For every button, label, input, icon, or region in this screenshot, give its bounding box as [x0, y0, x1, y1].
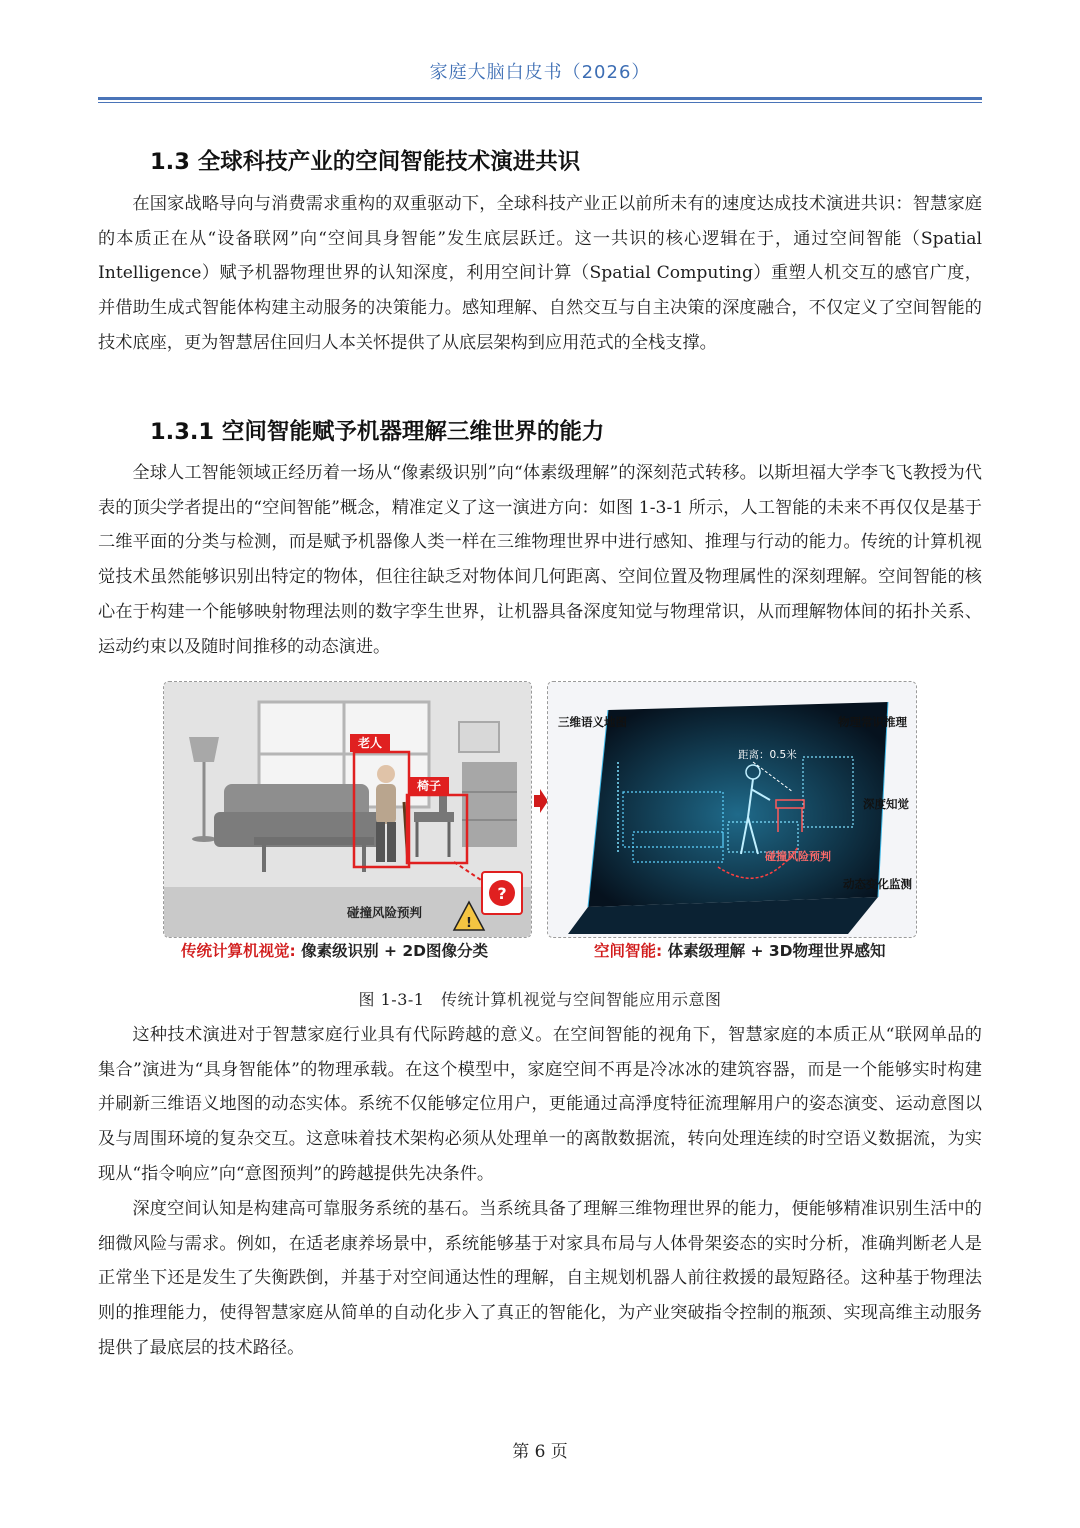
page-header-title: 家庭大脑白皮书（2026）	[429, 62, 651, 83]
label-dynamic-monitoring: 动态变化监测	[843, 877, 912, 891]
label-person: 老人	[357, 736, 383, 750]
left-caption-text: 像素级识别 + 2D图像分类	[301, 942, 489, 960]
spatial-intelligence-panel	[547, 681, 917, 938]
right-panel-caption	[594, 939, 886, 961]
right-caption-text: 体素级理解 + 3D物理世界感知	[667, 942, 886, 960]
left-caption-highlight: 传统计算机视觉:	[181, 942, 296, 960]
traditional-cv-panel	[163, 681, 532, 938]
label-collision-prediction: 碰撞风险预判	[765, 850, 831, 863]
section-heading-1-3-1: 1.3.1 空间智能赋予机器理解三维世界的能力	[150, 419, 605, 445]
label-chair: 椅子	[416, 779, 442, 793]
page-number: 第 6 页	[512, 1442, 568, 1462]
arrow-right-icon	[534, 789, 548, 813]
header-rule	[98, 97, 982, 100]
right-panel-labels	[548, 682, 916, 937]
label-distance: 距离：0.5米	[738, 749, 797, 761]
header-rule-thin	[98, 102, 982, 103]
warning-text: 碰撞风险预判	[346, 905, 422, 920]
exclamation-icon: !	[466, 916, 472, 931]
section-heading-1-3: 1.3 全球科技产业的空间智能技术演进共识	[150, 149, 581, 175]
body-paragraph-1: 这种技术演进对于智慧家庭行业具有代际跨越的意义。在空间智能的视角下，智慧家庭的本质正从“联网单品的集合”演进为“具身智能体”的物理承载。在这个模型中，家庭空间不再是冷冰冰的建筑容器，而是一个能够实时构建并刷新三维语义地图的动态实体。系统不仅能够定位用户，更能通过高淨度特征流理解用户的姿态演变、运动意图以及与周围环境的复杂交互。这意味着技术架构必须从处理单一的离散数据流，转向处理连续的时空语义数据流，为实现从“指令响应”向“意图预判”的跨越提供先决条件。	[98, 1025, 982, 1184]
body-paragraph-2: 深度空间认知是构建高可靠服务系统的基石。当系统具备了理解三维物理世界的能力，便能够精准识别生活中的细微风险与需求。例如，在适老康养场景中，系统能够基于对家具布局与人体骨架姿态的实时分析，准确判断老人是正常坐下还是发生了失衡跌倒，并基于对空间通达性的理解，自主规划机器人前往救援的最短路径。这种基于物理法则的推理能力，使得智慧家庭从简单的自动化步入了真正的智能化，为产业突破指令控制的瓶颈、实现高维主动服务提供了最底层的技术路径。	[98, 1199, 982, 1358]
figure-caption: 图 1-3-1 传统计算机视觉与空间智能应用示意图	[358, 990, 722, 1009]
left-panel-labels	[164, 682, 531, 937]
label-depth-perception: 深度知觉	[863, 797, 909, 811]
label-physics-reasoning: 物理常识推理	[838, 715, 907, 729]
question-mark-icon: ?	[497, 884, 507, 903]
figure-1-3-1	[160, 677, 920, 967]
section-1-3-paragraph: 在国家战略导向与消费需求重构的双重驱动下，全球科技产业正以前所未有的速度达成技术演进共识：智慧家庭的本质正在从“设备联网”向“空间具身智能”发生底层跃迁。这一共识的核心逻辑在于，通过空间智能（Spatial Intelligence）赋予机器物理世界的认知深度，利用空间计算（Spatial Computing）重塑人机交互的感官广度，并借助生成式智能体构建主动服务的决策能力。感知理解、自然交互与自主决策的深度融合，不仅定义了空间智能的技术底座，更为智慧居住回归人本关怀提供了从底层架构到应用范式的全栈支撑。	[98, 194, 982, 353]
section-1-3-1-paragraph: 全球人工智能领域正经历着一场从“像素级识别”向“体素级理解”的深刻范式转移。以斯坦福大学李飞飞教授为代表的顶尖学者提出的“空间智能”概念，精准定义了这一演进方向：如图 1-3-1 所示，人工智能的未来不再仅仅是基于二维平面的分类与检测，而是赋予机器像人类一样在三维物理世界中进行感知、推理与行动的能力。传统的计算机视觉技术虽然能够识别出特定的物体，但往往缺乏对物体间几何距离、空间位置及物理属性的深刻理解。空间智能的核心在于构建一个能够映射物理法则的数字孪生世界，让机器具备深度知觉与物理常识，从而理解物体间的拓扑关系、运动约束以及随时间推移的动态演进。	[98, 463, 982, 657]
right-caption-highlight: 空间智能:	[594, 942, 663, 960]
label-semantic-map: 三维语义地图	[558, 715, 627, 729]
left-panel-caption	[181, 939, 488, 961]
